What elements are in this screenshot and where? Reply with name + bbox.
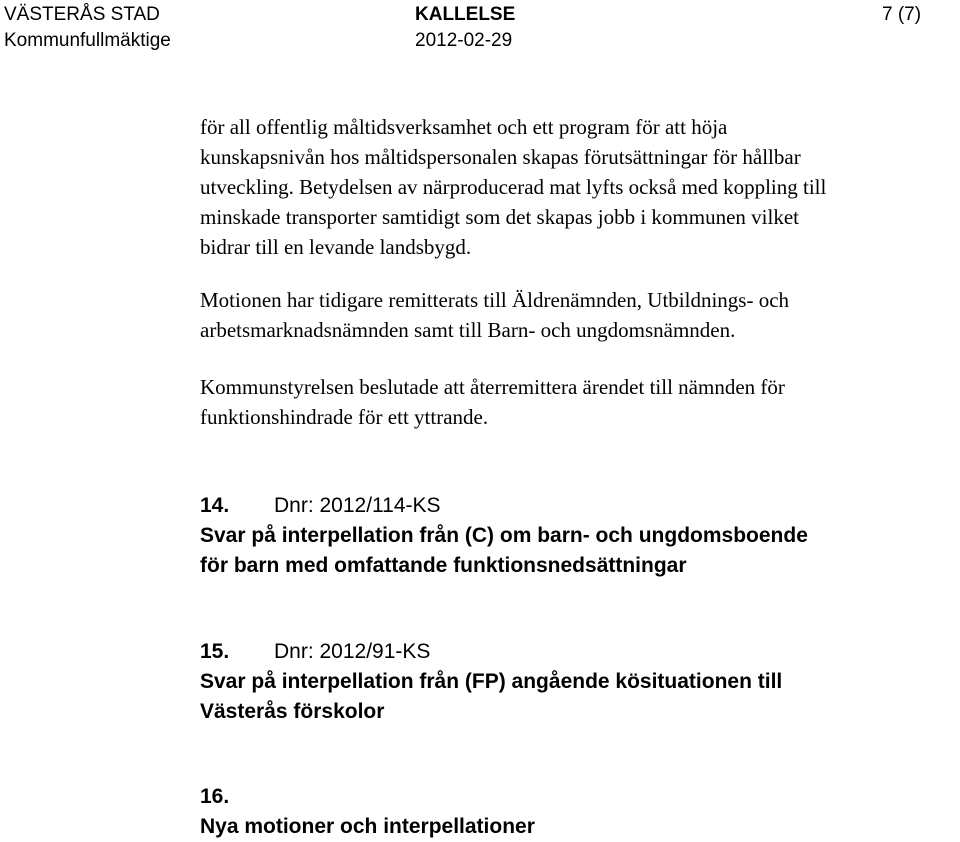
header-doc-type: KALLELSE <box>415 4 516 25</box>
agenda-item-header <box>200 637 960 667</box>
agenda-item-title-line: Svar på interpellation från (FP) angående kösituationen till <box>200 670 783 693</box>
paragraph-line: Motionen har tidigare remitterats till Äldrenämnden, Utbildnings- och <box>200 288 790 312</box>
agenda-item-number: 14. <box>200 494 230 517</box>
agenda-item-number: 15. <box>200 640 230 663</box>
header-org: VÄSTERÅS STAD <box>4 4 160 25</box>
agenda-item-number: 16. <box>200 785 230 808</box>
agenda-item-header <box>200 491 960 521</box>
paragraph-line: bidrar till en levande landsbygd. <box>200 235 472 259</box>
header-left <box>4 2 171 54</box>
agenda-item-title-line: för barn med omfattande funktionsnedsättningar <box>200 554 687 577</box>
paragraph-line: för all offentlig måltidsverksamhet och ett program för att höja <box>200 115 728 139</box>
agenda-item-dnr: Dnr: 2012/114-KS <box>274 494 441 517</box>
agenda-item-14 <box>200 491 960 581</box>
agenda-item-title-line: Nya motioner och interpellationer <box>200 815 535 838</box>
agenda-item-15 <box>200 637 960 727</box>
paragraph-3 <box>200 372 960 432</box>
header-date: 2012-02-29 <box>415 30 513 51</box>
paragraph-line: funktionshindrade för ett yttrande. <box>200 405 489 429</box>
header-center <box>415 2 515 54</box>
paragraph-line: kunskapsnivån hos måltidspersonalen skapas förutsättningar för hållbar <box>200 145 801 169</box>
paragraph-line: arbetsmarknadsnämnden samt till Barn- och ungdomsnämnden. <box>200 318 736 342</box>
header-right <box>882 2 921 28</box>
paragraph-2 <box>200 285 960 345</box>
paragraph-line: minskade transporter samtidigt som det skapas jobb i kommunen vilket <box>200 205 799 229</box>
paragraph-1 <box>200 112 960 262</box>
paragraph-line: Kommunstyrelsen beslutade att återremittera ärendet till nämnden för <box>200 375 785 399</box>
agenda-item-title-line: Svar på interpellation från (C) om barn- och ungdomsboende <box>200 524 808 547</box>
agenda-item-title-line: Västerås förskolor <box>200 700 385 723</box>
paragraph-line: utveckling. Betydelsen av närproducerad mat lyfts också med koppling till <box>200 175 827 199</box>
header-body: Kommunfullmäktige <box>4 30 171 51</box>
agenda-item-16 <box>200 782 960 842</box>
agenda-item-header <box>200 782 960 812</box>
agenda-item-dnr: Dnr: 2012/91-KS <box>274 640 431 663</box>
page-number: 7 (7) <box>882 4 922 25</box>
